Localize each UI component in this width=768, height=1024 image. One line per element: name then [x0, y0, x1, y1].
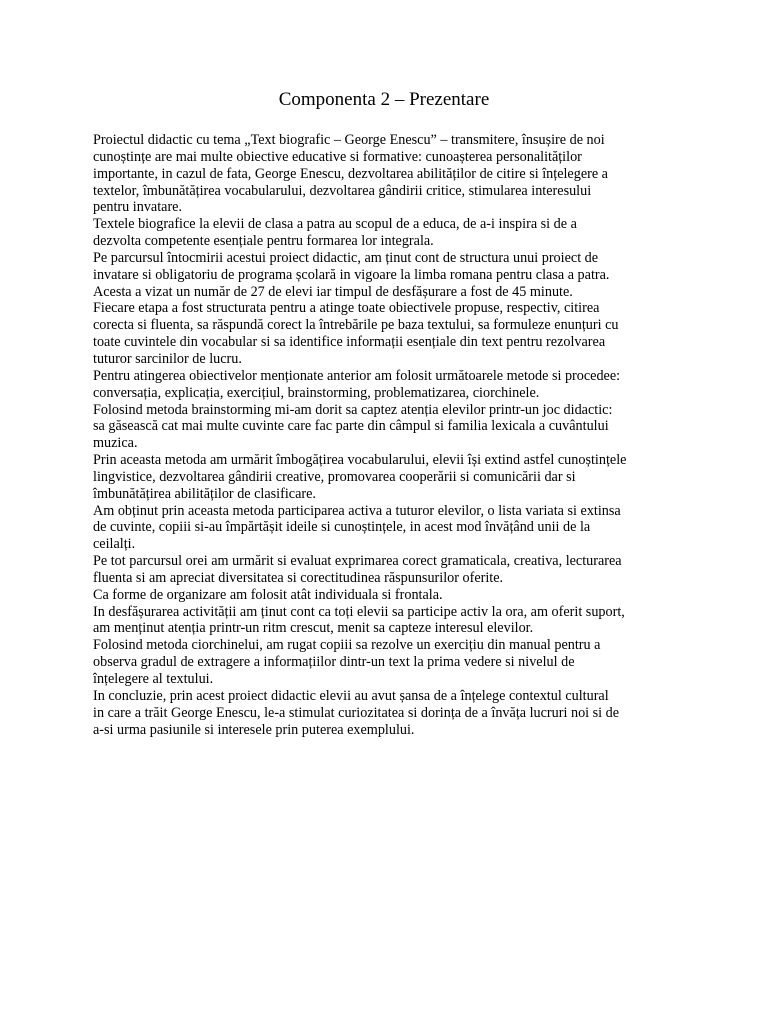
text-line: In desfășurarea activității am ținut cont ca toți elevii sa participe activ la ora, am oferit suport, — [93, 603, 625, 620]
text-line: înțelegere al textului. — [93, 671, 214, 687]
text-line: de cuvinte, copiii si-au împărtășit ideile si cunoștințele, in acest mod învățând unii de la — [93, 519, 591, 536]
document-title: Componenta 2 – Prezentare — [278, 89, 490, 110]
text-line: fluenta si am apreciat diversitatea si corectitudinea răspunsurilor oferite. — [93, 569, 504, 586]
text-line: Fiecare etapa a fost structurata pentru a atinge toate obiectivele propuse, respectiv, citirea — [93, 300, 600, 317]
text-line: in care a trăit George Enescu, le-a stimulat curiozitatea si dorința de a învăța lucruri noi si de — [93, 704, 620, 721]
text-line: pentru invatare. — [93, 199, 183, 216]
text-line: Pe parcursul întocmirii acestui proiect didactic, am ținut cont de structura unui proiect de — [93, 249, 599, 266]
text-line: Pentru atingerea obiectivelor menționate anterior am folosit următoarele metode si procedee: — [93, 367, 621, 384]
text-line: a-si urma pasiunile si interesele prin puterea exemplului. — [93, 721, 415, 738]
text-line: corecta si fluenta, sa răspundă corect la întrebările pe baza textului, sa formuleze enunțuri cu — [93, 317, 619, 334]
text-line: dezvolta competente esențiale pentru formarea lor integrala. — [93, 233, 434, 250]
text-line: cunoștințe are mai multe obiective educative si formative: cunoașterea personalităților — [93, 148, 582, 165]
text-line: conversația, explicația, exercițiul, brainstorming, problematizarea, ciorchinele. — [93, 384, 540, 401]
text-line: Folosind metoda ciorchinelui, am rugat copiii sa rezolve un exercițiu din manual pentru a — [93, 637, 601, 654]
text-line: invatare si obligatoriu de programa școlară in vigoare la limba romana pentru clasa a patra. — [93, 266, 610, 283]
text-line: observa gradul de extragere a informațiilor dintr-un text la prima vedere si nivelul de — [93, 654, 575, 671]
text-line: sa găsească cat mai multe cuvinte care fac parte din câmpul si familia lexicala a cuvântului — [93, 418, 609, 435]
text-line: importante, in cazul de fata, George Enescu, dezvoltarea abilităților de citire si înțelegere a — [93, 165, 608, 182]
text-line: lingvistice, dezvoltarea gândirii creative, promovarea cooperării si comunicării dar si — [93, 468, 576, 485]
text-line: ceilalți. — [93, 536, 136, 553]
text-line: Ca forme de organizare am folosit atât individuala si frontala. — [93, 586, 443, 603]
text-line: Pe tot parcursul orei am urmărit si evaluat exprimarea corect gramaticala, creativa, lecturarea — [93, 553, 622, 570]
text-line: toate cuvintele din vocabular si sa identifice informații esențiale din text pentru rezolvarea — [93, 334, 606, 351]
text-line: Prin aceasta metoda am urmărit îmbogățirea vocabularului, elevii își extind astfel cunoștințele — [93, 452, 627, 469]
text-line: am menținut atenția printr-un ritm crescut, menit sa capteze interesul elevilor. — [93, 620, 534, 637]
text-line: Proiectul didactic cu tema „Text biografic – George Enescu” – transmitere, însușire de noi — [93, 132, 605, 148]
text-line: Am obținut prin aceasta metoda participarea activa a tuturor elevilor, o lista variata si extinsa — [93, 502, 621, 519]
text-line: In concluzie, prin acest proiect didactic elevii au avut șansa de a înțelege contextul cultural — [93, 687, 609, 704]
document-body — [93, 132, 693, 738]
text-line: tuturor sarcinilor de lucru. — [93, 350, 242, 367]
text-line: Folosind metoda brainstorming mi-am dorit sa captez atenția elevilor printr-un joc didactic: — [93, 401, 613, 418]
text-line: textelor, îmbunătățirea vocabularului, dezvoltarea gândirii critice, stimularea interesului — [93, 182, 592, 199]
text-line: Acesta a vizat un număr de 27 de elevi iar timpul de desfășurare a fost de 45 minute. — [93, 283, 573, 300]
text-line: muzica. — [93, 435, 138, 452]
text-line: îmbunătățirea abilităților de clasificare. — [93, 485, 316, 502]
text-line: Textele biografice la elevii de clasa a patra au scopul de a educa, de a-i inspira si de a — [93, 216, 577, 233]
